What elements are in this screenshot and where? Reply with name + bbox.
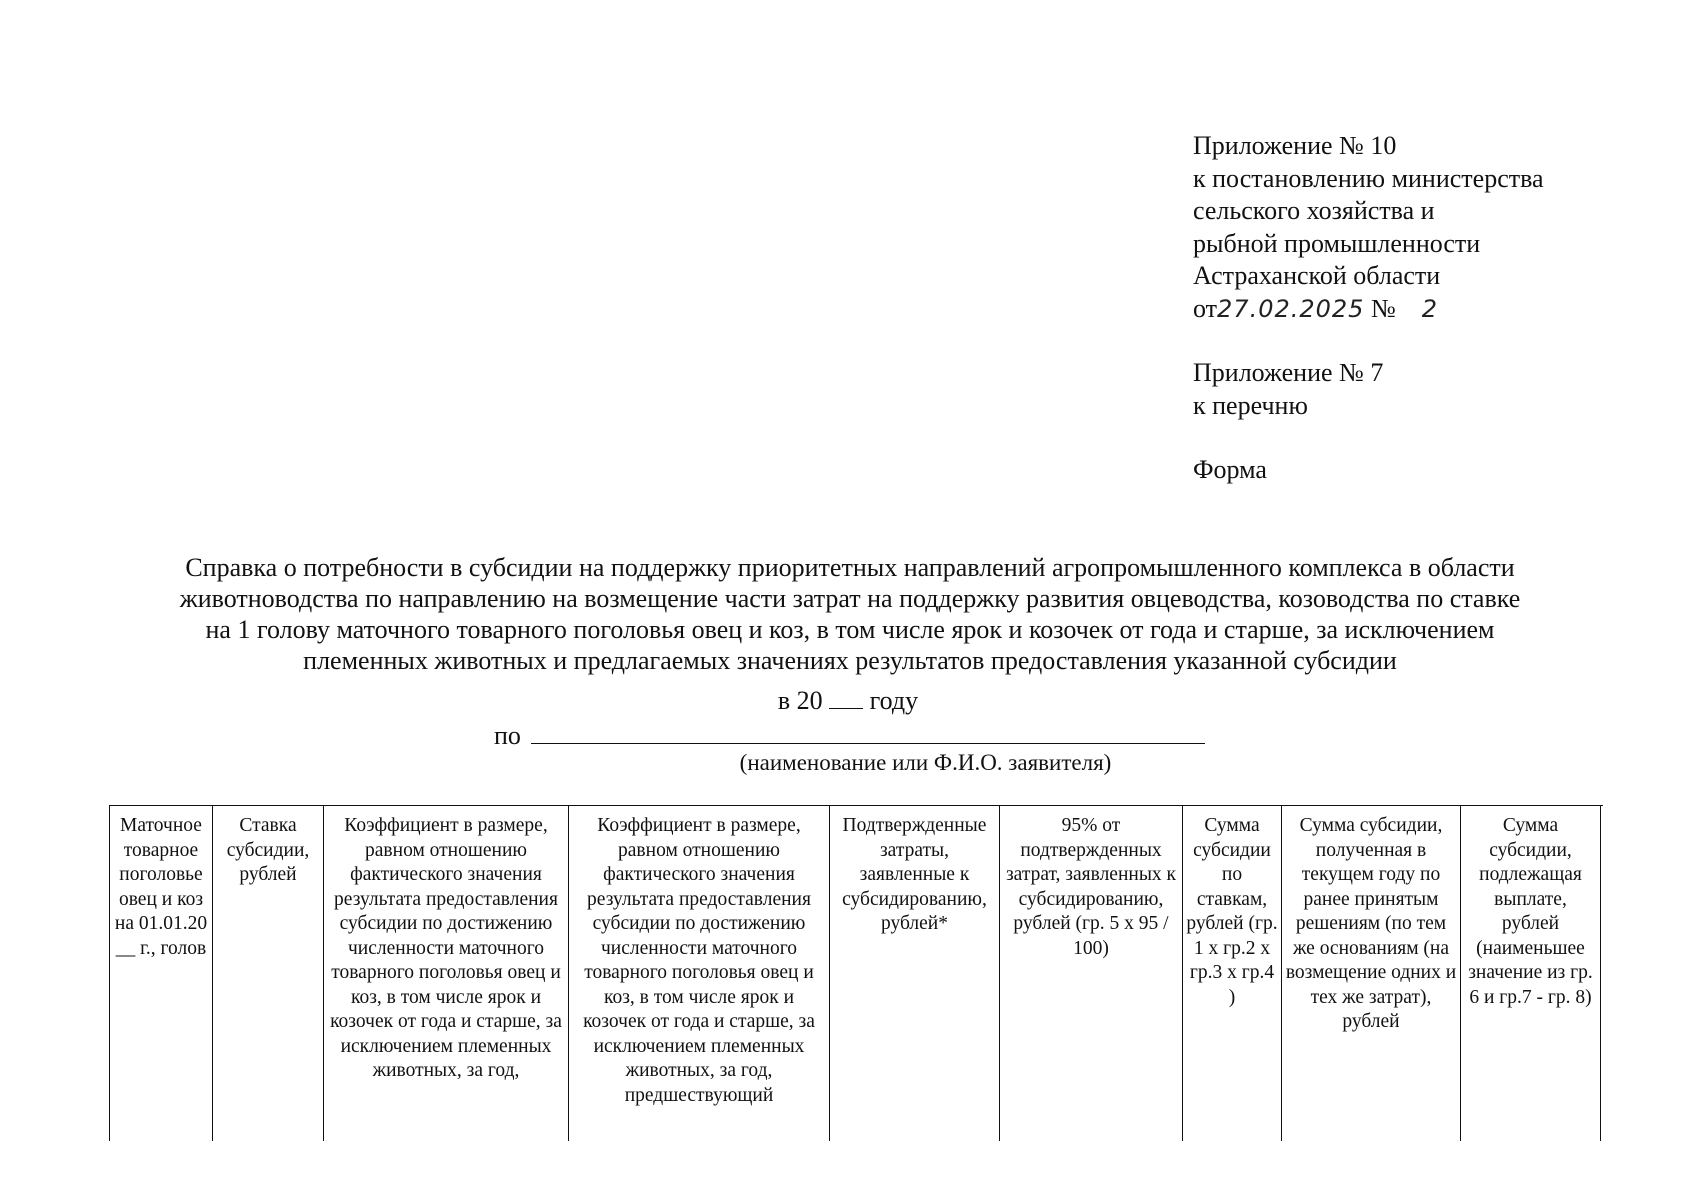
applicant-hint: (наименование или Ф.И.О. заявителя): [739, 750, 1112, 775]
table-header-cell: Подтвержденные затраты, заявленные к субсидированию, рублей*: [830, 806, 1000, 1141]
appendix-block: [1193, 130, 1544, 487]
handwritten-date: 27.02.2025: [1217, 294, 1365, 323]
table-header-cell: Маточное товарное поголовье овец и коз на 01.01.20 __ г., голов: [110, 806, 213, 1141]
table-header-cell: Сумма субсидии по ставкам, рублей (гр. 1 x гр.2 x гр.3 x гр.4 ): [1183, 806, 1282, 1141]
appendix-line: сельского хозяйства и: [1193, 196, 1435, 225]
table-header-cell: Сумма субсидии, полученная в текущем году по ранее принятым решениям (по тем же основаниям (на возмещение одних и тех же затрат), рублей: [1282, 806, 1461, 1141]
appendix2-line: к перечню: [1193, 390, 1308, 420]
year-suffix: году: [869, 686, 919, 715]
handwritten-number: 2: [1421, 294, 1439, 323]
applicant-line: [494, 719, 1205, 751]
year-line: [0, 686, 1696, 716]
date-prefix: от: [1193, 293, 1218, 323]
appendix-line: к постановлению министерства: [1193, 163, 1544, 193]
year-prefix: в 20: [777, 686, 823, 715]
appendix-line: Приложение № 10: [1193, 131, 1397, 160]
subsidy-table: [109, 805, 1603, 1141]
table-header-cell: Ставка субсидии, рублей: [213, 806, 324, 1141]
number-sign: №: [1370, 293, 1396, 323]
title-line: племенных животных и предлагаемых значениях результатов предоставления указанной субсидии: [303, 646, 1397, 675]
table-header-cell: Сумма субсидии, подлежащая выплате, рублей (наименьшее значение из гр. 6 и гр.7 - гр. 8): [1461, 806, 1601, 1141]
table-header-cell: Коэффициент в размере, равном отношению фактического значения результата предоставления субсидии по достижению численности маточного товарного поголовья овец и коз, в том числе ярок и козочек от года и старше, за исключением племенных животных, за год, предшествующий: [569, 806, 830, 1141]
applicant-prefix: по: [494, 721, 521, 750]
table-header-cell: 95% от подтвержденных затрат, заявленных к субсидированию, рублей (гр. 5 x 95 / 100): [1000, 806, 1183, 1141]
title-line: животноводства по направлению на возмещение части затрат на поддержку развития овцеводства, козоводства по ставке: [179, 584, 1521, 613]
title-line: на 1 голову маточного товарного поголовья овец и коз, в том числе ярок и козочек от года и старше, за исключением: [205, 615, 1495, 644]
appendix2-line: Приложение № 7: [1193, 358, 1384, 387]
table-header-cell: Коэффициент в размере, равном отношению фактического значения результата предоставления субсидии по достижению численности маточного товарного поголовья овец и коз, в том числе ярок и козочек от года и старше, за исключением племенных животных, за год,: [324, 806, 569, 1141]
form-label: Форма: [1193, 455, 1267, 484]
appendix-date-line: [1193, 293, 1544, 326]
applicant-blank: [531, 719, 1205, 744]
title-line: Справка о потребности в субсидии на поддержку приоритетных направлений агропромышленного комплекса в области: [185, 553, 1515, 582]
appendix-line: рыбной промышленности: [1193, 228, 1481, 258]
document-title: [100, 552, 1600, 676]
appendix-line: Астраханской области: [1193, 261, 1441, 290]
year-blank: [829, 686, 863, 709]
